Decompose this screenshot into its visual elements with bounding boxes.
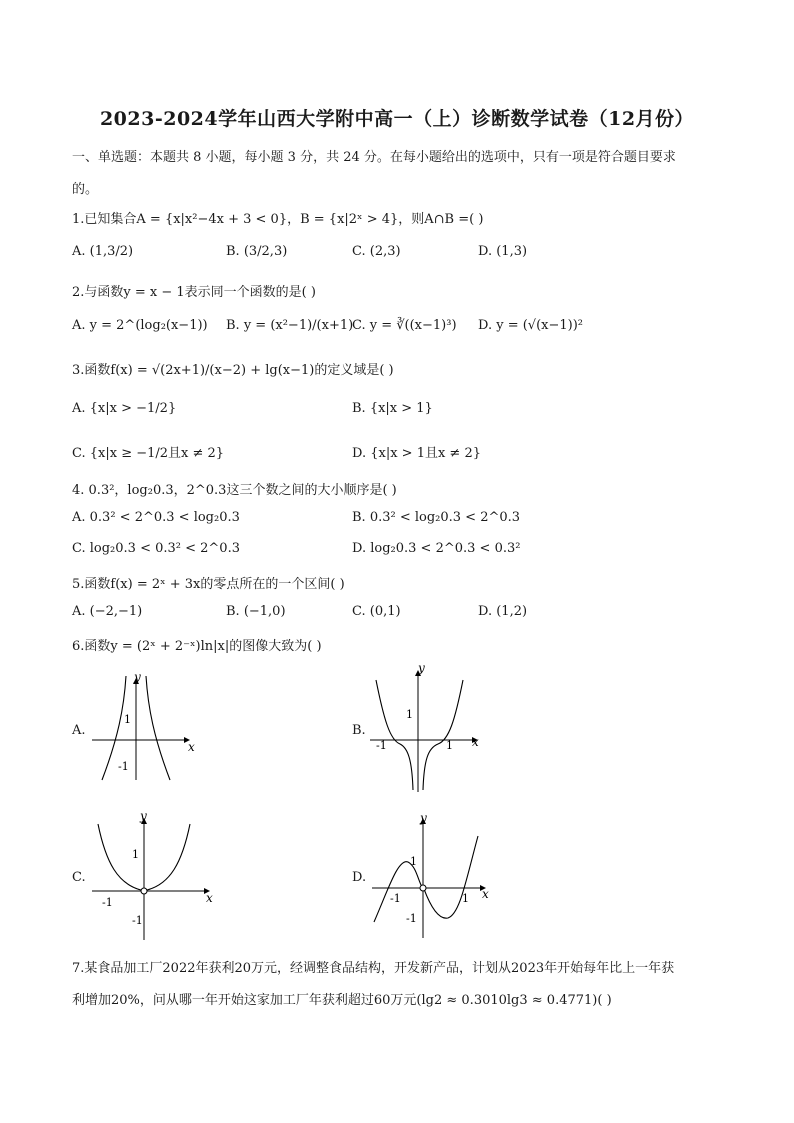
q6-graph-a [88,668,198,788]
q2-option-b: B. y = (x²−1)/(x+1) [226,318,354,333]
q6-option-a-label: A. [72,723,86,738]
q6-option-b-label: B. [352,723,366,738]
tick-neg1-y: -1 [406,912,417,925]
tick-1: 1 [406,708,413,721]
tick-1: 1 [124,713,131,726]
question-4-stem: 4. 0.3²，log₂0.3，2^0.3这三个数之间的大小顺序是( ) [72,483,397,498]
curve-right [146,676,170,780]
question-7-stem-line1: 7.某食品加工厂2022年获利20万元，经调整食品结构，开发新产品，计划从2023年开始每年比上一年获 [72,961,675,976]
q4-option-d: D. log₂0.3 < 2^0.3 < 0.3² [352,541,521,556]
q5-option-c: C. (0,1) [352,604,401,619]
curve-right [423,680,463,790]
y-label: y [140,809,147,823]
tick-neg1-y: -1 [132,914,143,927]
section-heading-line2: 的。 [72,182,99,197]
question-7-stem-line2: 利增加20%，问从哪一年开始这家加工厂年获利超过60万元(lg2 ≈ 0.3010lg3 ≈ 0.4771)( ) [72,993,612,1008]
x-label: x [206,891,213,905]
tick-pos1: 1 [462,892,469,905]
q3-option-c: C. {x|x ≥ −1/2且x ≠ 2} [72,446,225,461]
y-label: y [418,661,425,675]
tick-neg1: -1 [390,892,401,905]
q5-option-b: B. (−1,0) [226,604,286,619]
q6-graph-c [88,808,218,943]
q5-option-d: D. (1,2) [478,604,528,619]
y-label: y [134,670,141,684]
q2-option-c: C. y = ∛((x−1)³) [352,318,457,333]
section-heading-line1: 一、单选题：本题共 8 小题，每小题 3 分，共 24 分。在每小题给出的选项中，只有一项是符合题目要求 [72,150,676,165]
q3-option-b: B. {x|x > 1} [352,401,433,416]
curve-left [376,680,413,790]
x-label: x [188,740,195,754]
q2-option-d: D. y = (√(x−1))² [478,318,584,333]
q1-option-a: A. (1,3/2) [72,244,134,259]
tick-neg1: -1 [102,896,113,909]
q6-option-d-label: D. [352,870,367,885]
question-5-stem: 5.函数f(x) = 2ˣ + 3x的零点所在的一个区间( ) [72,577,345,592]
q6-graph-d [368,810,492,940]
tick-neg1: -1 [118,760,129,773]
q3-option-d: D. {x|x > 1且x ≠ 2} [352,446,481,461]
tick-pos1: 1 [446,739,453,752]
open-point [420,885,426,891]
x-label: x [472,735,479,749]
q1-option-b: B. (3/2,3) [226,244,288,259]
q4-option-c: C. log₂0.3 < 0.3² < 2^0.3 [72,541,240,556]
tick-neg1: -1 [376,739,387,752]
tick-1: 1 [410,855,417,868]
q6-option-c-label: C. [72,870,86,885]
q3-option-a: A. {x|x > −1/2} [72,401,177,416]
q1-option-d: D. (1,3) [478,244,528,259]
open-point [141,888,147,894]
q4-option-b: B. 0.3² < log₂0.3 < 2^0.3 [352,510,521,525]
q2-option-a: A. y = 2^(log₂(x−1)) [72,318,208,333]
q5-option-a: A. (−2,−1) [72,604,143,619]
question-2-stem: 2.与函数y = x − 1表示同一个函数的是( ) [72,285,316,300]
x-label: x [482,887,489,901]
y-label: y [420,811,427,825]
curve-right [147,824,190,890]
question-1-stem: 1.已知集合A = {x|x²−4x + 3 < 0}，B = {x|2ˣ > 4}，则A∩B =( ) [72,212,484,227]
q4-option-a: A. 0.3² < 2^0.3 < log₂0.3 [72,510,240,525]
question-3-stem: 3.函数f(x) = √(2x+1)/(x−2) + lg(x−1)的定义域是( ) [72,363,394,378]
q6-graph-b [366,660,486,795]
page-title: 2023-2024学年山西大学附中高一（上）诊断数学试卷（12月份） [99,108,695,130]
question-6-stem: 6.函数y = (2ˣ + 2⁻ˣ)ln|x|的图像大致为( ) [72,639,322,654]
tick-1: 1 [132,848,139,861]
curve-right [424,836,478,918]
q1-option-c: C. (2,3) [352,244,401,259]
